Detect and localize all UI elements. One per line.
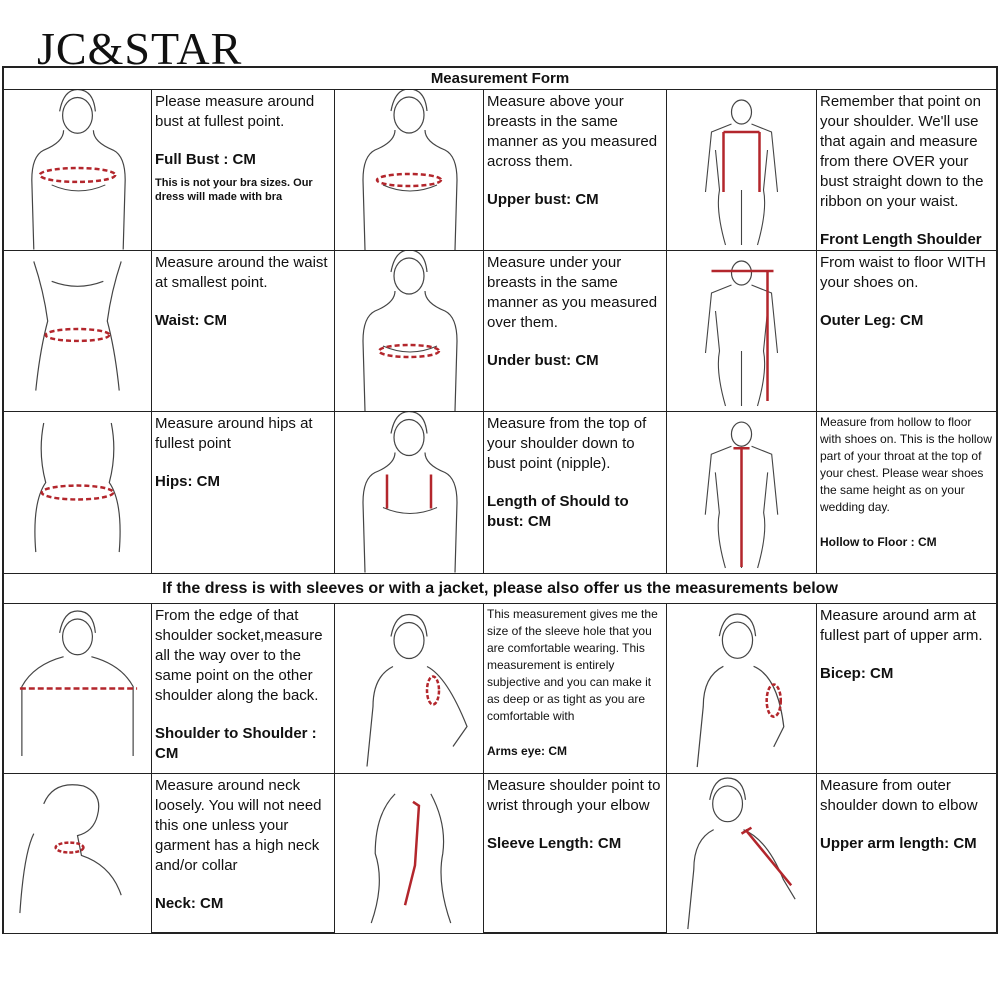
measurement-label: Full Bust : CM <box>155 151 256 168</box>
measurement-note: This is not your bra sizes. Our dress will made with bra <box>155 177 313 203</box>
measurement-text <box>484 251 667 412</box>
measurement-label: Bicep: CM <box>820 665 894 682</box>
measurement-text <box>152 251 335 412</box>
side-sleeve-figure <box>335 774 484 934</box>
measurement-text <box>817 412 998 574</box>
side-upper-arm-figure <box>667 774 817 934</box>
torso-upper-bust-sketch <box>335 90 483 250</box>
measurement-description: From waist to floor WITH your shoes on. <box>820 254 986 291</box>
sleeve-measurements-grid <box>4 604 996 934</box>
measurement-description: From the edge of that shoulder socket,measure all the way over to the same point on the other shoulder along the back. <box>155 607 323 704</box>
measurement-label: Hips: CM <box>155 473 220 490</box>
measurement-text <box>817 251 998 412</box>
measurement-text <box>152 90 335 251</box>
body-hollow-to-floor-figure <box>667 412 817 574</box>
torso-waist-sketch <box>4 251 151 411</box>
measurement-form <box>2 66 998 934</box>
torso-under-bust-figure <box>335 251 484 412</box>
measurement-label: Waist: CM <box>155 312 227 329</box>
measurement-description: Measure around neck loosely. You will not need this one unless your garment has a high neck and/or collar <box>155 777 322 874</box>
measurement-label: Neck: CM <box>155 895 224 912</box>
body-outer-leg-figure <box>667 251 817 412</box>
measurement-label: Front Length Shoulder <box>820 231 982 248</box>
measurement-label: Length of Should to bust: CM <box>487 493 629 530</box>
sleeves-note: If the dress is with sleeves or with a jacket, please also offer us the measurements below <box>4 574 996 604</box>
measurement-text <box>484 774 667 934</box>
body-measurements-grid <box>4 90 996 574</box>
measurement-text <box>484 604 667 774</box>
torso-upper-bust-figure <box>335 90 484 251</box>
measurement-label: Hollow to Floor : CM <box>820 535 937 549</box>
body-hollow-to-floor-sketch <box>667 412 816 573</box>
measurement-text <box>817 604 998 774</box>
side-sleeve-sketch <box>335 774 483 933</box>
measurement-description: Measure from the top of your shoulder down to bust point (nipple). <box>487 415 647 472</box>
measurement-label: Upper bust: CM <box>487 191 599 208</box>
measurement-label: Under bust: CM <box>487 352 599 369</box>
torso-hips-sketch <box>4 412 151 573</box>
back-shoulder-sketch <box>4 604 151 773</box>
measurement-label: Arms eye: CM <box>487 744 568 758</box>
measurement-description: Measure above your breasts in the same manner as you measured across them. <box>487 93 658 170</box>
torso-hips-figure <box>4 412 152 574</box>
profile-neck-figure <box>4 774 152 934</box>
measurement-text <box>817 774 998 934</box>
measurement-label: Outer Leg: CM <box>820 312 924 329</box>
measurement-description: This measurement gives me the size of the sleeve hole that you are comfortable wearing. This measurement is entirely subjective and you can make it as deep or as tight as you are comfortable with <box>487 607 658 723</box>
measurement-text <box>817 90 998 251</box>
side-upper-arm-sketch <box>667 774 816 933</box>
back-shoulder-figure <box>4 604 152 774</box>
body-outer-leg-sketch <box>667 251 816 411</box>
profile-neck-sketch <box>4 774 151 933</box>
torso-bust-sketch <box>4 90 151 250</box>
measurement-label: Shoulder to Shoulder : CM <box>155 725 317 762</box>
measurement-description: Measure around the waist at smallest point. <box>155 254 328 291</box>
measurement-text <box>484 90 667 251</box>
body-front-length-sketch <box>667 90 816 250</box>
torso-waist-figure <box>4 251 152 412</box>
side-bicep-figure <box>667 604 817 774</box>
measurement-description: Please measure around bust at fullest point. <box>155 93 315 130</box>
measurement-description: Measure under your breasts in the same manner as you measured over them. <box>487 254 658 331</box>
side-arms-eye-figure <box>335 604 484 774</box>
measurement-text <box>152 774 335 934</box>
measurement-description: Measure shoulder point to wrist through your elbow <box>487 777 661 814</box>
measurement-text <box>152 412 335 574</box>
brand-logo: JC&STAR <box>37 23 243 74</box>
torso-under-bust-sketch <box>335 251 483 411</box>
measurement-description: Remember that point on your shoulder. We'll use that again and measure from there OVER your bust straight down to the ribbon on your waist. <box>820 93 984 210</box>
form-title: Measurement Form <box>4 68 996 90</box>
body-front-length-figure <box>667 90 817 251</box>
measurement-description: Measure around arm at fullest part of upper arm. <box>820 607 983 644</box>
side-arms-eye-sketch <box>335 604 483 773</box>
side-bicep-sketch <box>667 604 816 773</box>
torso-shoulder-to-bust-figure <box>335 412 484 574</box>
torso-shoulder-to-bust-sketch <box>335 412 483 573</box>
measurement-text <box>484 412 667 574</box>
measurement-description: Measure from hollow to floor with shoes on. This is the hollow part of your throat at the top of your chest. Please wear shoes the same height as on your wedding day. <box>820 415 992 514</box>
measurement-text <box>152 604 335 774</box>
measurement-description: Measure around hips at fullest point <box>155 415 313 452</box>
measurement-label: Upper arm length: CM <box>820 835 977 852</box>
measurement-description: Measure from outer shoulder down to elbow <box>820 777 978 814</box>
torso-bust-figure <box>4 90 152 251</box>
measurement-label: Sleeve Length: CM <box>487 835 622 852</box>
